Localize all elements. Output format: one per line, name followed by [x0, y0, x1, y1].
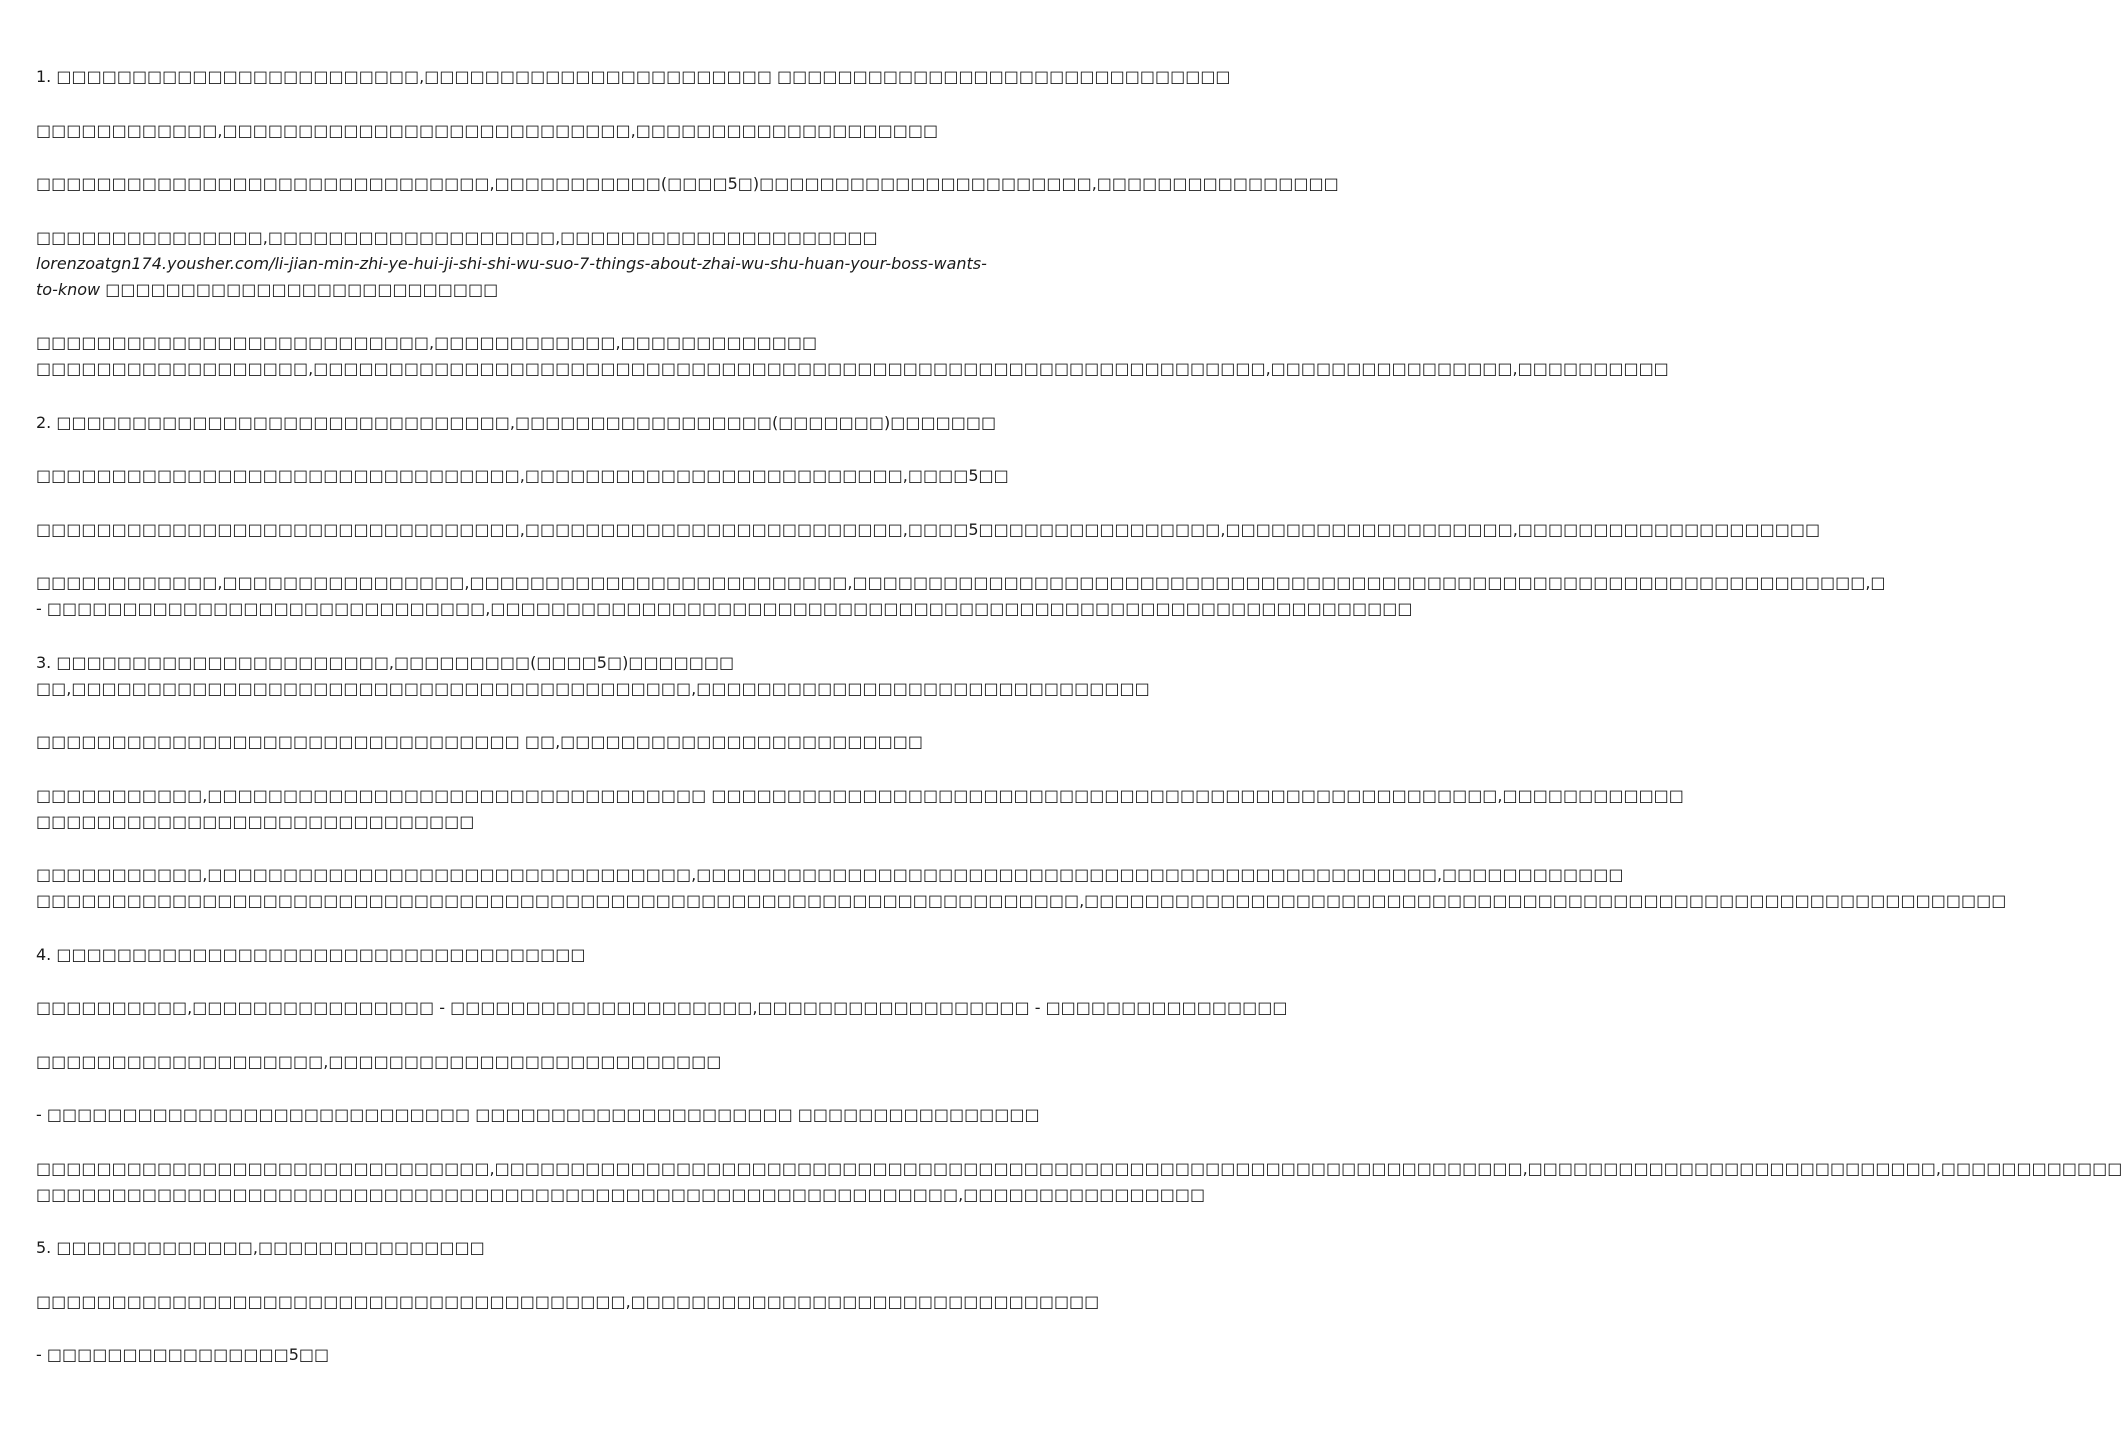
list-item-21 [36, 1342, 990, 1368]
paragraph-13 [36, 862, 2007, 914]
document-body [36, 64, 2122, 1396]
paragraph-line: □□□□□□□□□□□,□□□□□□□□□□□□□□□□□□□□□□□□□□□□□□□□,□□□□□□□□□□□□□□□□□□□□□□□□□□□□□□□□□□□□□□□□□□□□□□□□□,□□□□□□□□□□□□ [36, 865, 1624, 884]
paragraph-text: □□□□□□□□□□□□□□□□□□□□□□□□□□ [100, 279, 499, 299]
heading-text: 4. □□□□□□□□□□□□□□□□□□□□□□□□□□□□□□□□□□□ [36, 944, 586, 964]
paragraph-text: 1. □□□□□□□□□□□□□□□□□□□□□□□□,□□□□□□□□□□□□□□□□□□□□□□□ □□□□□□□□□□□□□□□□□□□□□□□□□□□□□□ [36, 67, 1231, 86]
list-item-17 [36, 1102, 1040, 1128]
paragraph-text: □□□□□□□□□□□□□□□□□□□□□□□□□□□□□□□□□□□□□□□,□□□□□□□□□□□□□□□□□□□□□□□□□□□□□□□ [36, 1291, 1100, 1311]
paragraph-5 [36, 330, 1669, 382]
section-heading-4 [36, 942, 990, 968]
article-link[interactable]: lorenzoatgn174.yousher.com/li-jian-min-zhi-ye-hui-ji-shi-shi-wu-suo-7-things-about-zhai-wu-shu-huan-your-boss-wants-to-know [36, 253, 987, 299]
paragraph-text: □□□□□□□□□□□□□□□□□□□□□□□□□□□□□□,□□□□□□□□□□□(□□□□5□)□□□□□□□□□□□□□□□□□□□□□□,□□□□□□□□□□□□□□□□ [36, 174, 1339, 193]
paragraph-11 [36, 729, 990, 755]
paragraph-18 [36, 1156, 2122, 1208]
paragraph-line: □□□□□□□□□□□□□□□□□□□□□□□□□□□□□□□□□□□□□□□□□□□□□□□□□□□□□□□□□□□□□,□□□□□□□□□□□□□□□□ [36, 1184, 1206, 1204]
paragraph-text: □□□□□□□□□□,□□□□□□□□□□□□□□□□ - □□□□□□□□□□□□□□□□□□□□,□□□□□□□□□□□□□□□□□□ - □□□□□□□□□□□□□□□□ [36, 998, 1288, 1017]
paragraph-line: □□,□□□□□□□□□□□□□□□□□□□□□□□□□□□□□□□□□□□□□□□□□,□□□□□□□□□□□□□□□□□□□□□□□□□□□□□□ [36, 678, 1150, 698]
paragraph-text: □□□□□□□□□□□□□□□□□□□□□□□□□□□□□□□□ □□,□□□□□□□□□□□□□□□□□□□□□□□□ [36, 732, 923, 751]
paragraph-16 [36, 1049, 990, 1075]
paragraph-9 [36, 570, 1886, 622]
heading-text: 5. □□□□□□□□□□□□□,□□□□□□□□□□□□□□□ [36, 1238, 485, 1257]
paragraph-8 [36, 517, 1821, 543]
heading-text: 3. □□□□□□□□□□□□□□□□□□□□□□,□□□□□□□□□(□□□□5□)□□□□□□□ [36, 652, 735, 672]
paragraph-line: - □□□□□□□□□□□□□□□□□□□□□□□□□□□□□,□□□□□□□□□□□□□□□□□□□□□□□□□□□□□□□□□□□□□□□□□□□□□□□□□□□□□□□□□□□□□ [36, 599, 1413, 618]
heading-text: 2. □□□□□□□□□□□□□□□□□□□□□□□□□□□□□□,□□□□□□□□□□□□□□□□□(□□□□□□□)□□□□□□□ [36, 412, 997, 432]
paragraph-line: □□□□□□□□□□□□□□□□□□□□□□□□□□□□□□□□□□□□□□□□□□□□□□□□□□□□□□□□□□□□□□□□□□□□□,□□□□□□□□□□□□□□□□□□□□□□□□□□□□□□□□□□□□□□□□□□□□□□□□□□□□□□□□□□□□□ [36, 891, 2007, 910]
paragraph-12 [36, 783, 1684, 835]
paragraph-1 [36, 64, 1231, 90]
paragraph-line: □□□□□□□□□□□□□□□□□□,□□□□□□□□□□□□□□□□□□□□□□□□□□□□□□□□□□□□□□□□□□□□□□□□□□□□□□□□□□□□□□□,□□□□□□□□□□□□□□□□,□□□□□□□□□□ [36, 359, 1669, 378]
paragraph-text: □□□□□□□□□□□□,□□□□□□□□□□□□□□□□□□□□□□□□□□□,□□□□□□□□□□□□□□□□□□□□ [36, 120, 939, 140]
paragraph-line: □□□□□□□□□□□□□□□□□□□□□□□□□□□□□ [36, 811, 475, 831]
paragraph-7 [36, 463, 1009, 489]
paragraph-2 [36, 118, 990, 144]
section-heading-3 [36, 650, 1150, 702]
paragraph-3 [36, 171, 1339, 197]
list-item-text: - □□□□□□□□□□□□□□□□5□□ [36, 1345, 330, 1364]
paragraph-text: □□□□□□□□□□□□□□□,□□□□□□□□□□□□□□□□□□□,□□□□□□□□□□□□□□□□□□□□□ [36, 227, 878, 247]
paragraph-line: □□□□□□□□□□□□□□□□□□□□□□□□□□□□□□,□□□□□□□□□□□□□□□□□□□□□□□□□□□□□□□□□□□□□□□□□□□□□□□□□□□□□□□□□□□□□□□□□□□□,□□□□□□□□□□□□□□□□□□□□□□□□□□□,□□□□□□□□□□□□ [36, 1158, 2122, 1178]
paragraph-line: □□□□□□□□□□□□□□□□□□□□□□□□□□,□□□□□□□□□□□□,□□□□□□□□□□□□□ [36, 333, 818, 352]
paragraph-text: □□□□□□□□□□□□□□□□□□□□□□□□□□□□□□□□,□□□□□□□□□□□□□□□□□□□□□□□□□,□□□□5□□ [36, 466, 1009, 485]
paragraph-15 [36, 995, 1288, 1021]
section-heading-5 [36, 1235, 990, 1261]
paragraph-4-with-link [36, 225, 990, 303]
paragraph-line: □□□□□□□□□□□□,□□□□□□□□□□□□□□□□,□□□□□□□□□□□□□□□□□□□□□□□□□,□□□□□□□□□□□□□□□□□□□□□□□□□□□□□□□□□□□□□□□□□□□□□□□□□□□□□□□□□□□□□□□□□□□,□ [36, 573, 1886, 592]
paragraph-20 [36, 1289, 1100, 1315]
paragraph-text: □□□□□□□□□□□□□□□□□□□□□□□□□□□□□□□□,□□□□□□□□□□□□□□□□□□□□□□□□□,□□□□5□□□□□□□□□□□□□□□□,□□□□□□□□□□□□□□□□□□□,□□□□□□□□□□□□□□□□□□□□ [36, 519, 1821, 539]
list-item-text: - □□□□□□□□□□□□□□□□□□□□□□□□□□□□ □□□□□□□□□□□□□□□□□□□□□ □□□□□□□□□□□□□□□□ [36, 1105, 1040, 1124]
paragraph-text: □□□□□□□□□□□□□□□□□□□,□□□□□□□□□□□□□□□□□□□□□□□□□□ [36, 1051, 722, 1071]
paragraph-line: □□□□□□□□□□□,□□□□□□□□□□□□□□□□□□□□□□□□□□□□□□□□□ □□□□□□□□□□□□□□□□□□□□□□□□□□□□□□□□□□□□□□□□□□□□□□□□□□□□,□□□□□□□□□□□□ [36, 785, 1684, 805]
section-heading-2 [36, 410, 997, 436]
